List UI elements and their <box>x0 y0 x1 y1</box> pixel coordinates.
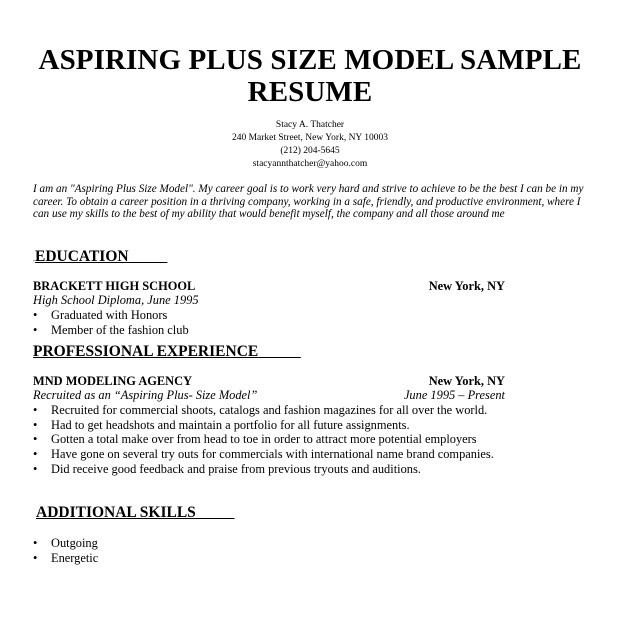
experience-heading-label: PROFESSIONAL EXPERIENCE <box>33 343 259 360</box>
list-item <box>33 462 494 477</box>
degree: High School Diploma, June 1995 <box>33 293 199 307</box>
bullet-icon: • <box>33 403 38 417</box>
school-name: BRACKETT HIGH SCHOOL <box>33 279 196 293</box>
list-item-text: Gotten a total make over from head to toe in order to attract more potential employers <box>51 432 477 447</box>
experience-heading <box>33 343 301 361</box>
list-item-text: Did receive good feedback and praise from previous tryouts and auditions. <box>51 461 421 476</box>
list-item-text: Energetic <box>51 550 99 565</box>
list-item-text: Outgoing <box>51 536 98 550</box>
company-name: MND MODELING AGENCY <box>33 374 193 388</box>
list-item <box>33 432 494 447</box>
list-item-text: Graduated with Honors <box>51 308 168 322</box>
title-line-2: RESUME <box>247 76 373 108</box>
skills-bullets <box>33 536 98 565</box>
title-line-1: ASPIRING PLUS SIZE MODEL SAMPLE <box>38 44 582 76</box>
education-school-row <box>33 279 505 294</box>
list-item-text: Recruited for commercial shoots, catalogs and fashion magazines for all over the world. <box>51 403 488 417</box>
contact-email: stacyannthatcher@yahoo.com <box>252 159 368 169</box>
experience-bullets <box>33 403 494 477</box>
experience-role-row <box>33 388 505 403</box>
role: Recruited as an “Aspiring Plus- Size Model” <box>33 388 258 402</box>
bullet-icon: • <box>33 308 38 322</box>
list-item <box>33 536 98 551</box>
list-item-text: Member of the fashion club <box>51 322 189 337</box>
education-bullets <box>33 308 189 337</box>
education-heading-label: EDUCATION <box>35 248 129 265</box>
skills-heading-text <box>36 504 235 521</box>
education-heading <box>33 248 167 268</box>
contact-address: 240 Market Street, New York, NY 10003 <box>231 133 389 143</box>
company-location: New York, NY <box>428 374 505 388</box>
contact-phone: (212) 204-5645 <box>280 146 340 156</box>
skills-heading <box>36 504 235 522</box>
school-location: New York, NY <box>428 279 505 293</box>
list-item <box>33 551 98 566</box>
education-heading-text <box>35 248 167 265</box>
resume-title <box>0 44 620 108</box>
experience-company-row <box>33 374 505 389</box>
list-item <box>33 403 494 418</box>
experience-heading-text <box>33 343 301 360</box>
bullet-icon: • <box>33 417 38 432</box>
contact-name: Stacy A. Thatcher <box>275 120 345 130</box>
bullet-icon: • <box>33 322 38 337</box>
heading-dot: . <box>33 254 35 263</box>
dates: June 1995 – Present <box>403 388 505 402</box>
list-item <box>33 308 189 323</box>
bullet-icon: • <box>33 447 38 462</box>
skills-heading-label: ADDITIONAL SKILLS <box>36 504 196 521</box>
list-item-text: Had to get headshots and maintain a portfolio for all future assignments. <box>51 417 410 432</box>
bullet-icon: • <box>33 461 38 476</box>
contact-block <box>0 119 620 171</box>
objective-statement: I am an "Aspiring Plus Size Model". My career goal is to work very hard and strive to achieve to be the best I can be in my career. To obtain a career position in a thriving company, working in a safe, friendly, and productive environment, where I can use my skills to the best of my ability that would benefit myself, the company and all those around me <box>33 183 584 221</box>
education-degree-row <box>33 293 505 308</box>
list-item <box>33 418 494 433</box>
list-item <box>33 447 494 462</box>
list-item-text: Have gone on several try outs for commercials with international name brand companies. <box>51 447 494 462</box>
bullet-icon: • <box>33 536 38 550</box>
bullet-icon: • <box>33 432 38 447</box>
list-item <box>33 323 189 338</box>
bullet-icon: • <box>33 550 38 565</box>
